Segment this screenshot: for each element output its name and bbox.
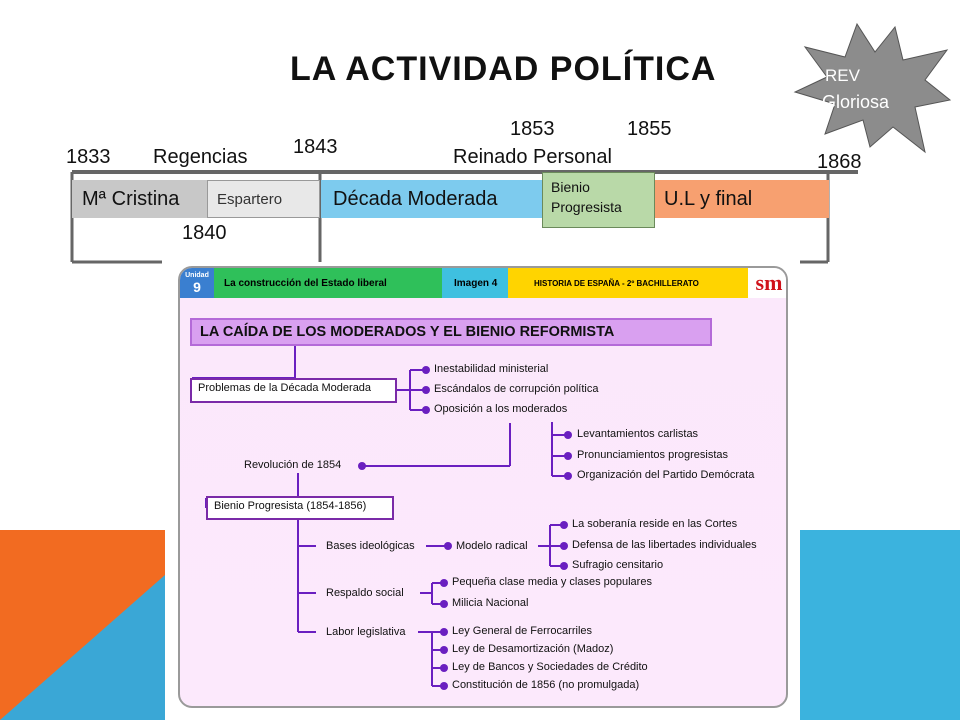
revolution-1854: Revolución de 1854 (244, 459, 342, 471)
burst-line2: Gloriosa (822, 92, 890, 112)
problem-item-1: Inestabilidad ministerial (434, 363, 549, 375)
rev-gloriosa-burst (785, 22, 955, 157)
bullet-dot (440, 600, 448, 608)
box-problems: Problemas de la Década Moderada (190, 378, 397, 403)
segment-maria-cristina: Mª Cristina (72, 180, 207, 218)
respaldo-item-2: Milicia Nacional (452, 597, 529, 609)
bullet-dot (560, 542, 568, 550)
bullet-dot (440, 664, 448, 672)
year-1855: 1855 (627, 118, 672, 140)
respaldo-social: Respaldo social (326, 587, 404, 599)
modelo-item-2: Defensa de las libertades individuales (572, 539, 757, 551)
modelo-item-1: La soberanía reside en las Cortes (572, 518, 738, 530)
segment-ul-final: U.L y final (654, 180, 829, 218)
embedded-slide (178, 266, 788, 708)
unit-label: Unidad (185, 271, 209, 279)
opposition-item-2: Pronunciamientos progresistas (577, 449, 729, 461)
bullet-dot (564, 452, 572, 460)
respaldo-item-1: Pequeña clase media y clases populares (452, 576, 652, 588)
header-title: La construcción del Estado liberal (214, 268, 442, 298)
burst-line1: REV (825, 66, 860, 85)
problem-item-3: Oposición a los moderados (434, 403, 568, 415)
bullet-dot (560, 562, 568, 570)
label-regencias: Regencias (153, 146, 248, 168)
bullet-dot (440, 682, 448, 690)
opposition-item-3: Organización del Partido Demócrata (577, 469, 755, 481)
bullet-dot (440, 579, 448, 587)
labor-legislativa: Labor legislativa (326, 626, 406, 638)
segment-espartero: Espartero (207, 180, 320, 218)
bullet-dot (422, 386, 430, 394)
year-1868: 1868 (817, 151, 862, 173)
bullet-dot (560, 521, 568, 529)
labor-item-2: Ley de Desamortización (Madoz) (452, 643, 614, 655)
slide-main-heading: LA CAÍDA DE LOS MODERADOS Y EL BIENIO REFORMISTA (190, 318, 712, 346)
bullet-dot (564, 431, 572, 439)
bullet-dot (358, 462, 366, 470)
labor-item-3: Ley de Bancos y Sociedades de Crédito (452, 661, 648, 673)
unit-number: 9 (193, 278, 201, 295)
box-bienio-progresista: Bienio Progresista (1854-1856) (206, 496, 394, 520)
labor-item-4: Constitución de 1856 (no promulgada) (452, 679, 640, 691)
bullet-dot (440, 628, 448, 636)
bullet-dot (422, 406, 430, 414)
label-reinado-personal: Reinado Personal (453, 146, 612, 168)
bullet-dot (564, 472, 572, 480)
modelo-item-3: Sufragio censitario (572, 559, 664, 571)
page-title: LA ACTIVIDAD POLÍTICA (290, 50, 717, 88)
labor-item-1: Ley General de Ferrocarriles (452, 625, 593, 637)
year-1843: 1843 (293, 136, 338, 158)
segment-decada-moderada: Década Moderada (321, 180, 546, 218)
header-course: HISTORIA DE ESPAÑA - 2º BACHILLERATO (508, 268, 748, 298)
year-1853: 1853 (510, 118, 555, 140)
bases-ideologicas: Bases ideológicas (326, 540, 415, 552)
bullet-dot (422, 366, 430, 374)
decor-left-corner (0, 530, 165, 720)
bullet-dot (444, 542, 452, 550)
header-image: Imagen 4 (442, 268, 508, 298)
opposition-item-1: Levantamientos carlistas (577, 428, 699, 440)
segment-bienio-progresista: Bienio Progresista (542, 172, 655, 228)
sm-logo: sm (748, 268, 788, 298)
bullet-dot (440, 646, 448, 654)
year-1833: 1833 (66, 146, 111, 168)
year-1840: 1840 (182, 222, 227, 244)
decor-right-corner (800, 530, 960, 720)
problem-item-2: Escándalos de corrupción política (434, 383, 599, 395)
modelo-radical: Modelo radical (456, 540, 528, 552)
